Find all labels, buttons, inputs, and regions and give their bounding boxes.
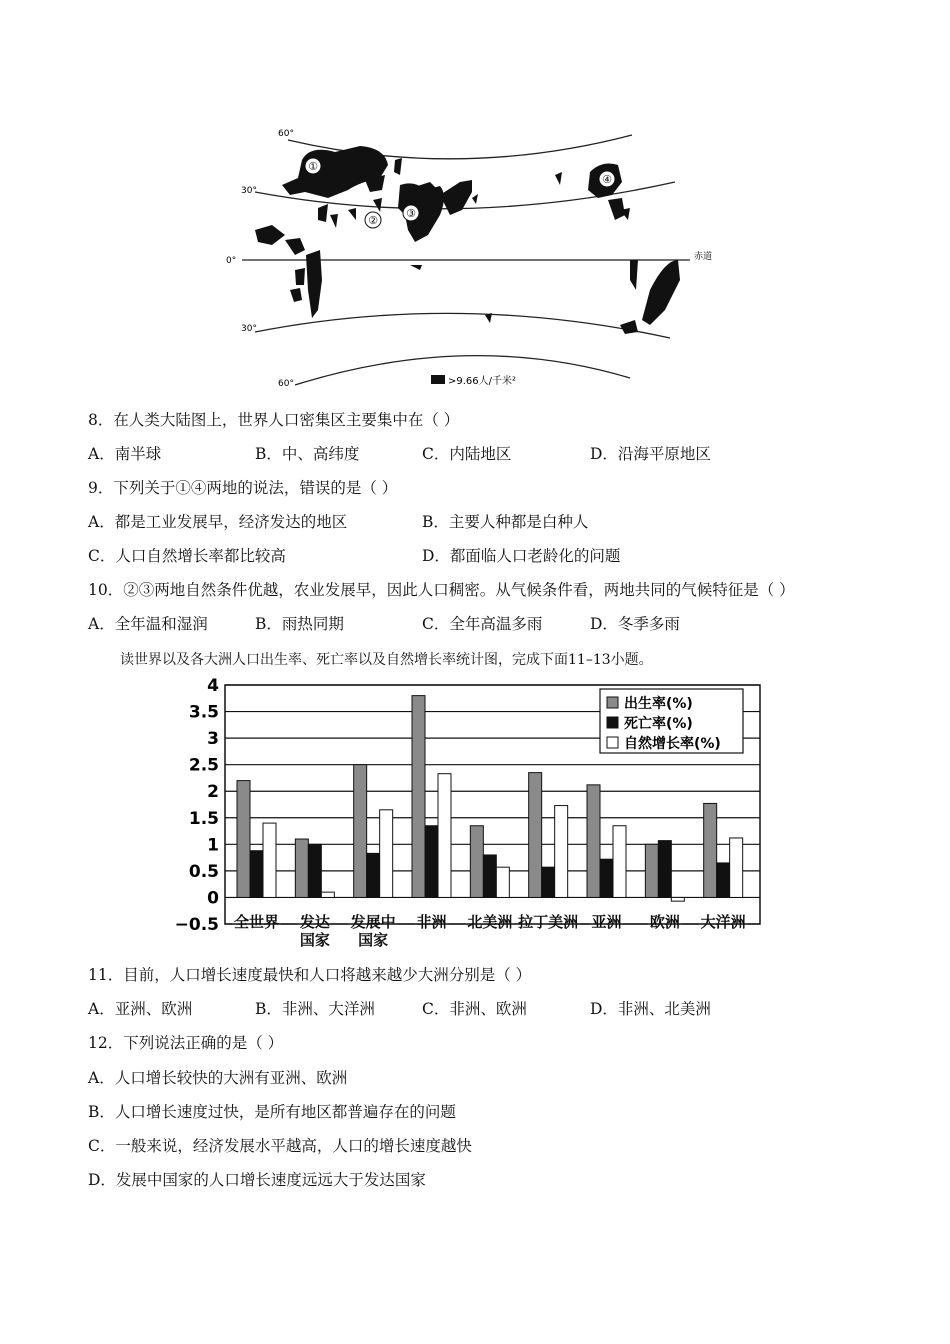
chart-bar xyxy=(483,855,496,897)
question-11-option-b: B．非洲、大洋洲 xyxy=(255,1000,375,1018)
chart-intro-text: 读世界以及各大洲人口出生率、死亡率以及自然增长率统计图，完成下面11–13小题。 xyxy=(120,652,653,668)
chart-bar xyxy=(613,826,626,898)
chart-x-tick-label: 国家 xyxy=(299,931,330,949)
question-8-option-c: C．内陆地区 xyxy=(422,445,512,463)
chart-y-tick-label: 2 xyxy=(207,782,219,803)
chart-y-tick-label: 2.5 xyxy=(188,755,219,776)
chart-x-tick-label: 北美洲 xyxy=(467,913,513,931)
chart-bar xyxy=(470,826,483,898)
question-12-option-d: D．发展中国家的人口增长速度远远大于发达国家 xyxy=(88,1171,426,1189)
question-9-option-d: D．都面临人口老龄化的问题 xyxy=(422,547,621,565)
question-12-option-b: B．人口增长速度过快，是所有地区都普遍存在的问题 xyxy=(88,1103,456,1121)
birth-death-growth-rate-chart xyxy=(174,675,775,955)
map-legend-label: >9.66人/千米² xyxy=(448,376,517,387)
chart-bar xyxy=(412,696,425,898)
chart-bar xyxy=(438,774,451,898)
chart-bar xyxy=(367,853,380,897)
marker-4 xyxy=(599,171,615,187)
question-9-option-b: B．主要人种都是白种人 xyxy=(422,513,589,531)
question-12-stem: 12．下列说法正确的是（ ） xyxy=(88,1034,284,1052)
chart-bar xyxy=(250,851,263,898)
chart-bar xyxy=(321,892,334,897)
question-8-option-d: D．沿海平原地区 xyxy=(590,445,711,463)
chart-bar xyxy=(730,838,743,897)
chart-bar xyxy=(704,803,717,897)
lat-label-0: 0° xyxy=(226,256,237,266)
chart-y-tick-label: 0.5 xyxy=(188,861,219,882)
chart-bar xyxy=(308,844,321,897)
chart-bar xyxy=(425,826,438,898)
svg-text:④: ④ xyxy=(602,173,612,186)
question-11-option-d: D．非洲、北美洲 xyxy=(590,1000,711,1018)
chart-x-tick-label: 发达 xyxy=(299,913,330,931)
question-10-option-b: B．雨热同期 xyxy=(255,615,344,633)
svg-text:②: ② xyxy=(368,214,378,227)
question-10-option-a: A．全年温和湿润 xyxy=(88,615,208,633)
question-10-stem: 10．②③两地自然条件优越，农业发展早，因此人口稠密。从气候条件看，两地共同的气候特征是（ ） xyxy=(88,581,795,599)
chart-bar xyxy=(658,841,671,898)
chart-y-tick-label: 1 xyxy=(207,835,219,856)
chart-x-tick-label: 亚洲 xyxy=(591,913,622,931)
question-11-option-c: C．非洲、欧洲 xyxy=(422,1000,527,1018)
chart-y-tick-label: 3.5 xyxy=(188,702,219,723)
chart-legend-swatch xyxy=(607,717,618,728)
question-11-option-a: A．亚洲、欧洲 xyxy=(88,1000,193,1018)
lat-30s-line xyxy=(255,313,670,338)
chart-x-tick-label: 大洋洲 xyxy=(700,913,746,931)
chart-bar xyxy=(354,765,367,898)
question-10-option-c: C．全年高温多雨 xyxy=(422,615,543,633)
chart-legend-label: 出生率(%) xyxy=(624,696,693,712)
chart-y-tick-label: 3 xyxy=(207,729,219,750)
chart-legend-label: 自然增长率(%) xyxy=(624,736,721,752)
question-11-stem: 11．目前，人口增长速度最快和人口将越来越少大洲分别是（ ） xyxy=(88,966,532,984)
marker-2 xyxy=(365,212,381,228)
chart-bar xyxy=(496,867,509,897)
lat-label-60n: 60° xyxy=(278,129,294,139)
marker-3 xyxy=(403,205,419,221)
question-8-stem: 8．在人类大陆图上，世界人口密集区主要集中在（ ） xyxy=(88,411,460,429)
chart-x-tick-label: 发展中 xyxy=(350,913,396,931)
chart-x-tick-label: 全世界 xyxy=(233,913,280,931)
question-8-option-a: A．南半球 xyxy=(88,445,162,463)
question-12-option-c: C．一般来说，经济发展水平越高，人口的增长速度越快 xyxy=(88,1137,472,1155)
chart-y-tick-label: 0 xyxy=(207,888,219,909)
chart-bar xyxy=(237,781,250,898)
chart-bar xyxy=(380,810,393,898)
chart-bar xyxy=(600,859,613,897)
chart-bar xyxy=(671,897,684,901)
chart-x-tick-label: 非洲 xyxy=(416,913,447,931)
chart-bar xyxy=(587,785,600,898)
chart-bar xyxy=(542,867,555,897)
chart-x-tick-label: 国家 xyxy=(358,931,389,949)
map-legend-swatch xyxy=(431,375,445,384)
chart-bar xyxy=(555,806,568,898)
question-10-option-d: D．冬季多雨 xyxy=(590,615,680,633)
question-8-option-b: B．中、高纬度 xyxy=(255,445,360,463)
lat-label-30s: 30° xyxy=(241,324,257,334)
question-9-stem: 9．下列关于①④两地的说法，错误的是（ ） xyxy=(88,479,398,497)
chart-y-tick-label: 1.5 xyxy=(188,808,219,829)
chart-y-tick-label: 4 xyxy=(207,676,219,696)
chart-x-tick-label: 欧洲 xyxy=(649,913,680,931)
svg-text:①: ① xyxy=(308,160,318,173)
chart-x-tick-label: 拉丁美洲 xyxy=(518,913,579,931)
question-9-option-a: A．都是工业发展早，经济发达的地区 xyxy=(88,513,348,531)
chart-bar xyxy=(263,823,276,897)
question-9-option-c: C．人口自然增长率都比较高 xyxy=(88,547,286,565)
chart-bar xyxy=(529,773,542,898)
svg-text:③: ③ xyxy=(406,207,416,220)
equator-label: 赤道 xyxy=(694,252,713,262)
question-12-option-a: A．人口增长较快的大洲有亚洲、欧洲 xyxy=(88,1069,348,1087)
chart-bar xyxy=(645,844,658,897)
marker-1 xyxy=(305,158,321,174)
world-population-density-map xyxy=(210,120,730,395)
lat-label-60s: 60° xyxy=(278,379,294,389)
dense-population-areas xyxy=(255,146,680,334)
chart-legend-swatch xyxy=(607,737,618,748)
chart-legend-swatch xyxy=(607,697,618,708)
chart-y-tick-label: −0.5 xyxy=(174,915,219,935)
chart-bar xyxy=(717,863,730,898)
chart-bar xyxy=(295,839,308,897)
chart-legend-label: 死亡率(%) xyxy=(624,716,693,732)
lat-label-30n: 30° xyxy=(241,186,257,196)
